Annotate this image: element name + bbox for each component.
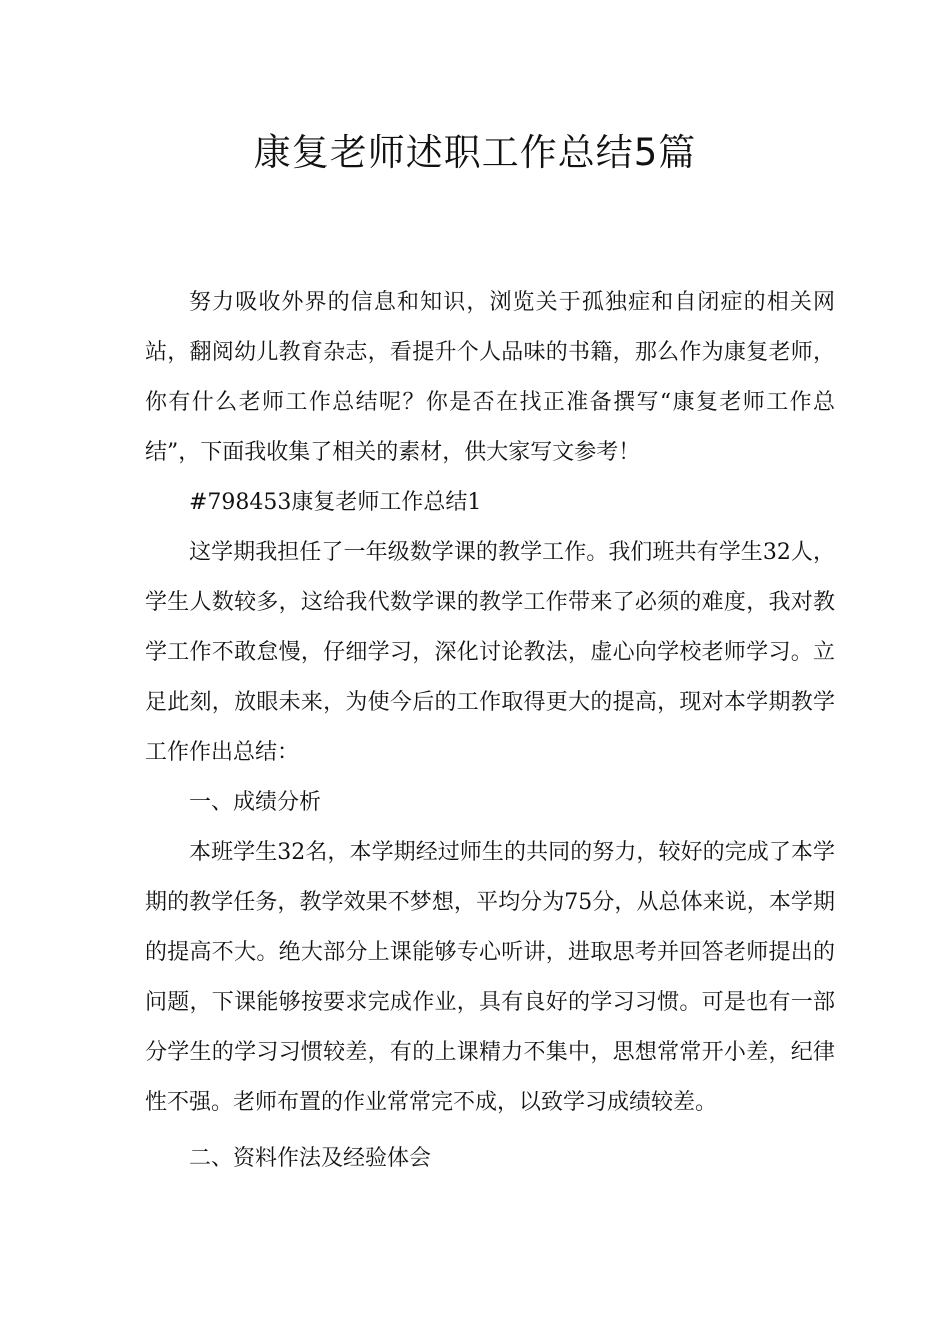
body-paragraph-1: 这学期我担任了一年级数学课的教学工作。我们班共有学生32人，学生人数较多，这给我代数学课的教学工作带来了必须的难度，我对教学工作不敢怠慢，仔细学习，深化讨论教法，虚心向学校老师学习。立足此刻，放眼未来，为使今后的工作取得更大的提高，现对本学期教学工作作出总结： xyxy=(145,540,835,765)
document-body xyxy=(145,278,835,1184)
body-paragraph-2: 本班学生32名，本学期经过师生的共同的努力，较好的完成了本学期的教学任务，教学效果不梦想，平均分为75分，从总体来说，本学期的提高不大。绝大部分上课能够专心听讲，进取思考并回答老师提出的问题，下课能够按要求完成作业，具有良好的学习习惯。可是也有一部分学生的学习习惯较差，有的上课精力不集中，思想常常开小差，纪律性不强。老师布置的作业常常完不成，以致学习成绩较差。 xyxy=(145,840,835,1115)
document-title: 康复老师述职工作总结5篇 xyxy=(253,131,697,174)
section-heading-1: 一、成绩分析 xyxy=(189,790,322,815)
section-label: #798453康复老师工作总结1 xyxy=(189,490,482,515)
intro-paragraph: 努力吸收外界的信息和知识，浏览关于孤独症和自闭症的相关网站，翻阅幼儿教育杂志，看提升个人品味的书籍，那么作为康复老师，你有什么老师工作总结呢？你是否在找正准备撰写“康复老师工作总结”，下面我收集了相关的素材，供大家写文参考！ xyxy=(145,290,835,465)
section-heading-2: 二、资料作法及经验体会 xyxy=(189,1146,432,1171)
